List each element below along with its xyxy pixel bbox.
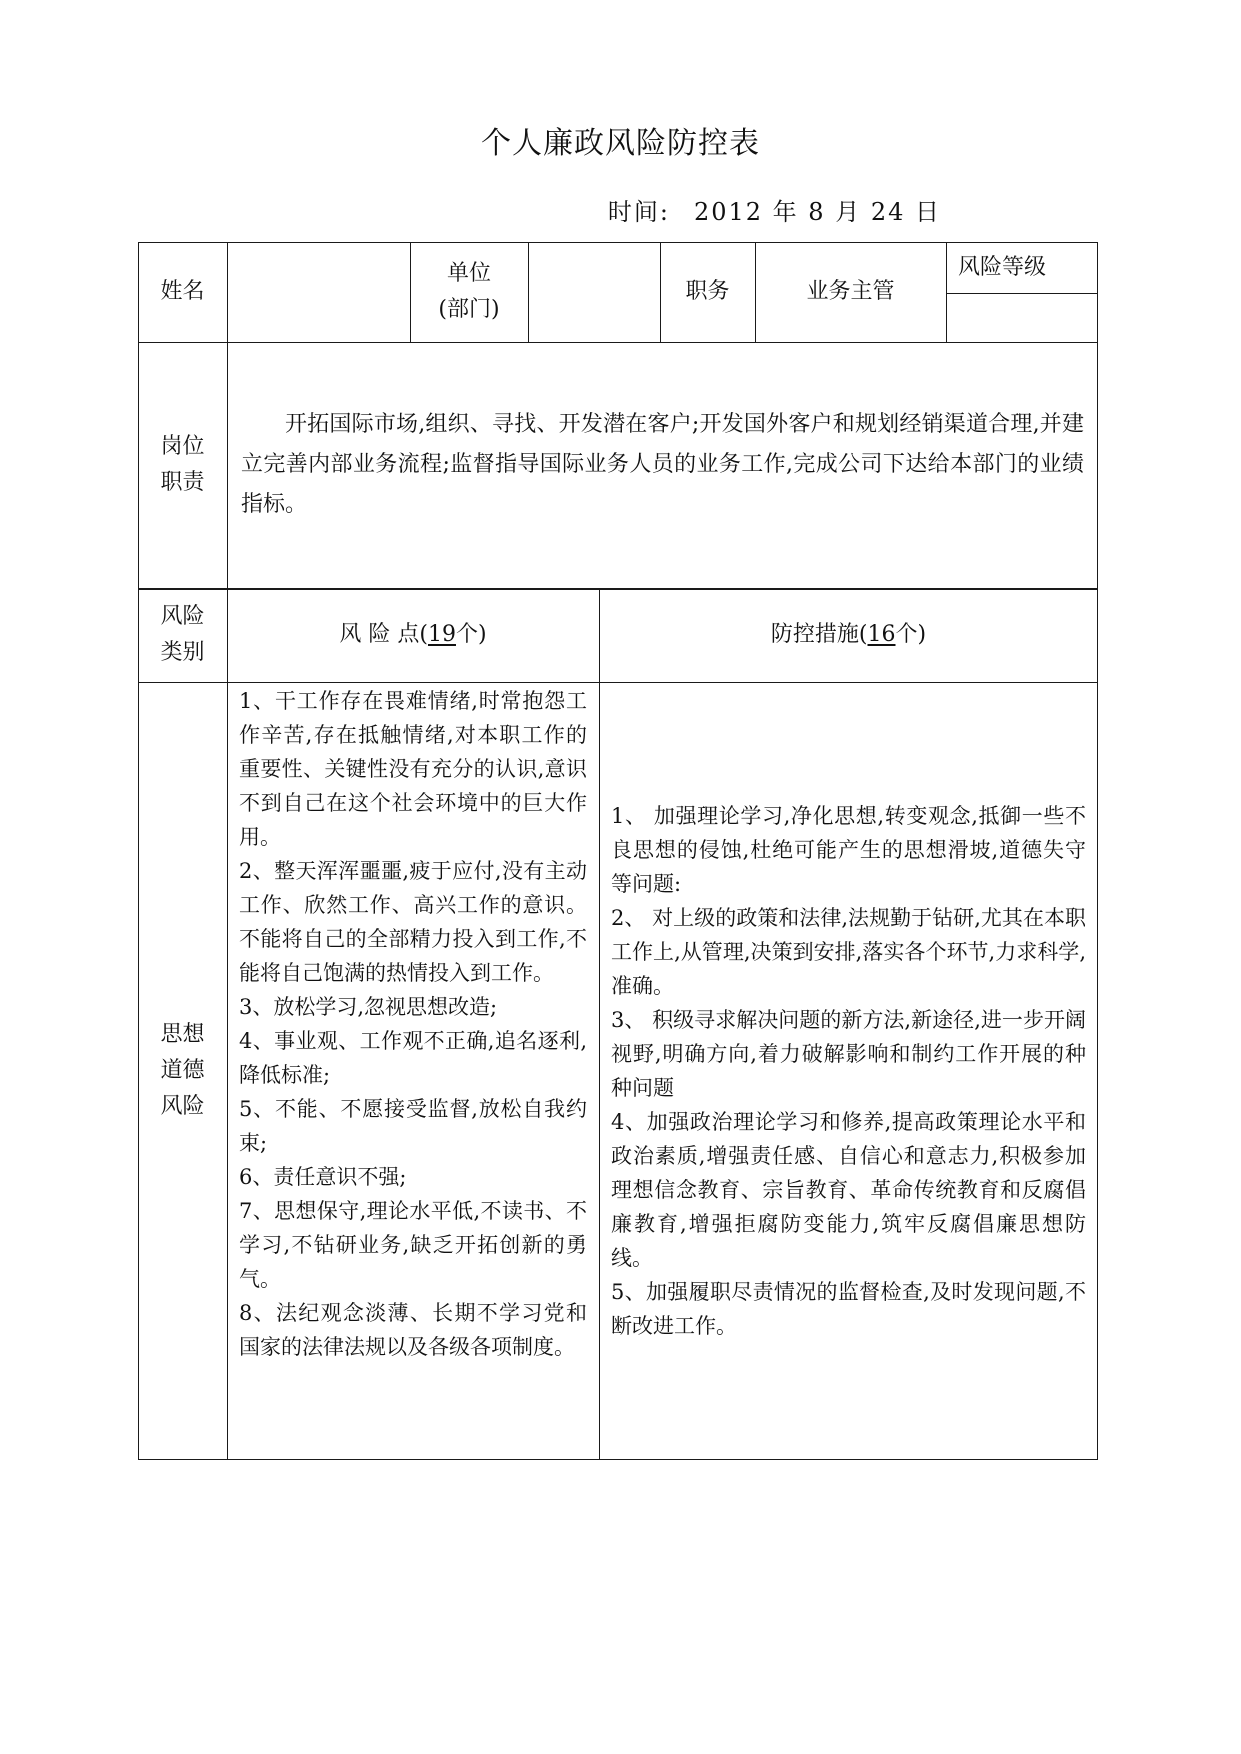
position-label: 职务 [685, 279, 730, 304]
duties-label: 岗位 [160, 434, 205, 459]
risk-point-item: 8、法纪观念淡薄、长期不学习党和国家的法律法规以及各级各项制度。 [239, 1301, 587, 1359]
position-value-cell [755, 242, 946, 342]
risk-point-item: 5、不能、不愿接受监督,放松自我约束; [239, 1097, 587, 1155]
risk-point-item: 4、事业观、工作观不正确,追名逐利,降低标准; [239, 1029, 587, 1087]
risk-points-suffix: 个) [455, 622, 487, 647]
risk-points-count: 19 [427, 622, 456, 647]
risk-points-cell [227, 682, 599, 1459]
measures-header-cell [599, 588, 1098, 682]
unit-label: 单位 [446, 261, 491, 286]
thought-risk-label: 思想 [160, 1021, 205, 1047]
measures-prefix: 防控措施( [770, 622, 868, 647]
unit-label-cell [410, 242, 528, 342]
risk-level-value-cell [946, 293, 1098, 342]
category-label: 风险 [160, 604, 205, 629]
risk-control-table [138, 242, 1098, 1460]
risk-point-item: 1、干工作存在畏难情绪,时常抱怨工作辛苦,存在抵触情绪,对本职工作的重要性、关键性没有充分的认识,意识不到自己在这个社会环境中的巨大作用。 [239, 689, 587, 849]
table-border-bottom [138, 1459, 1098, 1460]
thought-risk-label-cell [138, 682, 227, 1459]
measures-header [771, 617, 926, 653]
duties-text-cell [227, 342, 1098, 588]
thought-risk-label-2: 道德 [160, 1057, 205, 1083]
risk-level-label: 风险等级 [958, 254, 1047, 280]
measure-item: 4、加强政治理论学习和修养,提高政策理论水平和政治素质,增强责任感、自信心和意志力,积极参加理想信念教育、宗旨教育、革命传统教育和反腐倡廉教育,增强拒腐防变能力,筑牢反腐倡廉思想防线。 [611, 1109, 1086, 1270]
unit-label-sub: (部门) [438, 297, 500, 322]
name-value-cell [227, 242, 410, 342]
measures-suffix: 个) [895, 622, 927, 647]
thought-risk-label-3: 风险 [160, 1093, 205, 1119]
risk-point-item: 2、整天浑浑噩噩,疲于应付,没有主动工作、欣然工作、高兴工作的意识。不能将自己的全部精力投入到工作,不能将自己饱满的热情投入到工作。 [239, 859, 587, 985]
name-label-cell [138, 242, 227, 342]
date-label: 时间: [607, 198, 670, 226]
category-label-sub: 类别 [160, 640, 205, 665]
risk-points-header [339, 617, 486, 653]
measures-cell [599, 682, 1098, 1459]
measure-item: 3、 积级寻求解决问题的新方法,新途径,进一步开阔视野,明确方向,着力破解影响和制约工作开展的种种问题 [611, 1007, 1086, 1100]
date-line [608, 192, 941, 227]
measure-item: 5、加强履职尽责情况的监督检查,及时发现问题,不断改进工作。 [611, 1279, 1086, 1338]
measure-item: 1、 加强理论学习,净化思想,转变观念,抵御一些不良思想的侵蚀,杜绝可能产生的思想滑坡,道德失守等问题: [611, 803, 1086, 896]
measures-count: 16 [867, 622, 896, 647]
date-value: 2012 年 8 月 24 日 [693, 198, 941, 226]
duties-label-sub: 职责 [160, 470, 205, 495]
risk-level-label-cell [946, 242, 1098, 293]
risk-points-prefix: 风 险 点( [339, 622, 428, 647]
risk-point-item: 3、放松学习,忽视思想改造; [239, 995, 498, 1019]
position-label-cell [660, 242, 755, 342]
name-label: 姓名 [160, 279, 205, 304]
unit-value-cell [528, 242, 660, 342]
measure-item: 2、 对上级的政策和法律,法规勤于钻研,尤其在本职工作上,从管理,决策到安排,落实各个环节,力求科学,准确。 [611, 905, 1086, 998]
risk-point-item: 7、思想保守,理论水平低,不读书、不学习,不钻研业务,缺乏开拓创新的勇气。 [239, 1199, 587, 1291]
category-label-cell [138, 588, 227, 682]
position-value: 业务主管 [806, 279, 895, 304]
risk-points-header-cell [227, 588, 599, 682]
risk-point-item: 6、责任意识不强; [239, 1165, 407, 1189]
duties-text: 开拓国际市场,组织、寻找、开发潜在客户;开发国外客户和规划经销渠道合理,并建立完善内部业务流程;监督指导国际业务人员的业务工作,完成公司下达给本部门的业绩指标。 [241, 412, 1084, 517]
document-title: 个人廉政风险防控表 [481, 126, 760, 161]
duties-label-cell [138, 342, 227, 588]
